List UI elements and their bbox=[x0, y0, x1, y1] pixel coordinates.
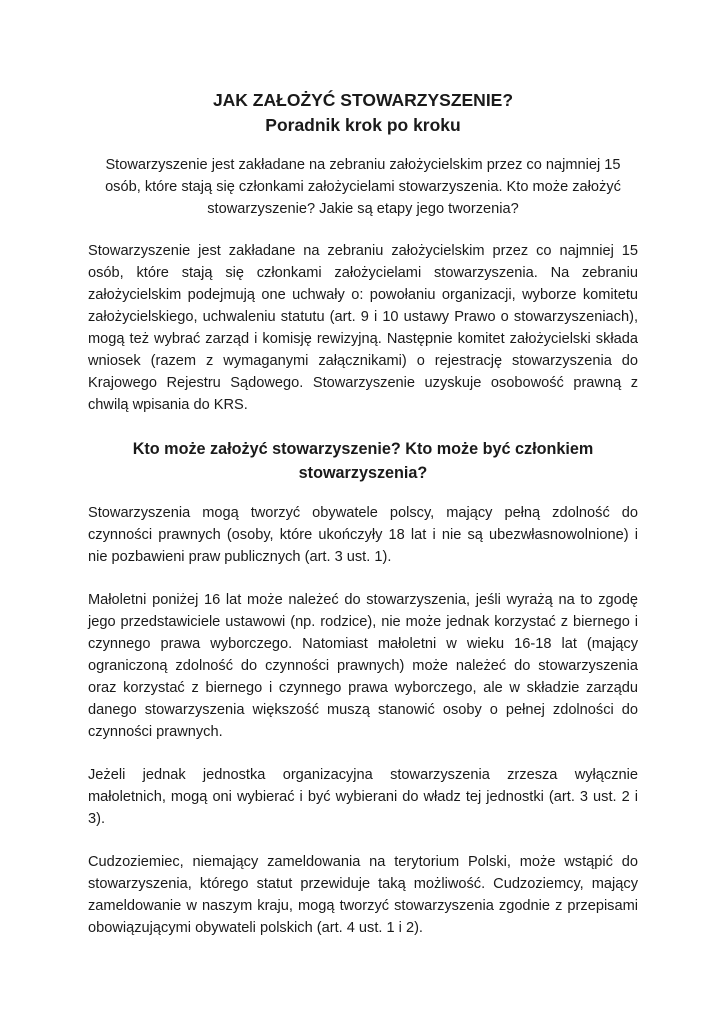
paragraph-eligibility: Stowarzyszenia mogą tworzyć obywatele polscy, mający pełną zdolność do czynności prawnych (osoby, które ukończyły 18 lat i nie są ubezwłasnowolnione) i nie pozbawieni praw publicznych (art. 3 ust. 1). bbox=[88, 505, 638, 565]
paragraph-minor-units: Jeżeli jednak jednostka organizacyjna stowarzyszenia zrzesza wyłącznie małoletnich, mogą oni wybierać i być wybierani do władz tej jednostki (art. 3 ust. 2 i 3). bbox=[88, 767, 638, 827]
section-heading: Kto może założyć stowarzyszenie? Kto może być członkiem stowarzyszenia? bbox=[132, 440, 594, 482]
paragraph-minors: Małoletni poniżej 16 lat może należeć do stowarzyszenia, jeśli wyrażą na to zgodę jego przedstawiciele ustawowi (np. rodzice), nie może jednak korzystać z biernego i czynnego prawa wyborczego. Natomiast małoletni w wieku 16-18 lat (mający ograniczoną zdolność do czynności prawnych) może należeć do stowarzyszenia oraz korzystać z biernego i czynnego prawa wyborczego, ale w składzie zarządu danego stowarzyszenia większość muszą stanowić osoby o pełnej zdolności do czynności prawnych. bbox=[88, 592, 638, 740]
document-page bbox=[88, 88, 638, 960]
document-title: JAK ZAŁOŻYĆ STOWARZYSZENIE? bbox=[212, 90, 514, 110]
lead-paragraph: Stowarzyszenie jest zakładane na zebraniu założycielskim przez co najmniej 15 osób, które stają się członkami założycielami stowarzyszenia. Kto może założyć stowarzyszenie? Jakie są etapy jego tworzenia? bbox=[105, 157, 621, 217]
intro-paragraph: Stowarzyszenie jest zakładane na zebraniu założycielskim przez co najmniej 15 osób, które stają się członkami założycielami stowarzyszenia. Na zebraniu założycielskim podejmują one uchwały o: powołaniu organizacji, wyborze komitetu założycielskiego, uchwaleniu statutu (art. 9 i 10 ustawy Prawo o stowarzyszeniach), mogą też wybrać zarząd i komisję rewizyjną. Następnie komitet założycielski składa wniosek (razem z wymaganymi załącznikami) o rejestrację stowarzyszenia do Krajowego Rejestru Sądowego. Stowarzyszenie uzyskuje osobowość prawną z chwilą wpisania do KRS. bbox=[88, 243, 638, 413]
document-subtitle: Poradnik krok po kroku bbox=[265, 115, 461, 135]
paragraph-foreigners: Cudzoziemiec, niemający zameldowania na terytorium Polski, może wstąpić do stowarzyszenia, którego statut przewiduje taką możliwość. Cudzoziemcy, mający zameldowanie w naszym kraju, mogą tworzyć stowarzyszenia zgodnie z przepisami obowiązującymi obywateli polskich (art. 4 ust. 1 i 2). bbox=[88, 854, 638, 936]
